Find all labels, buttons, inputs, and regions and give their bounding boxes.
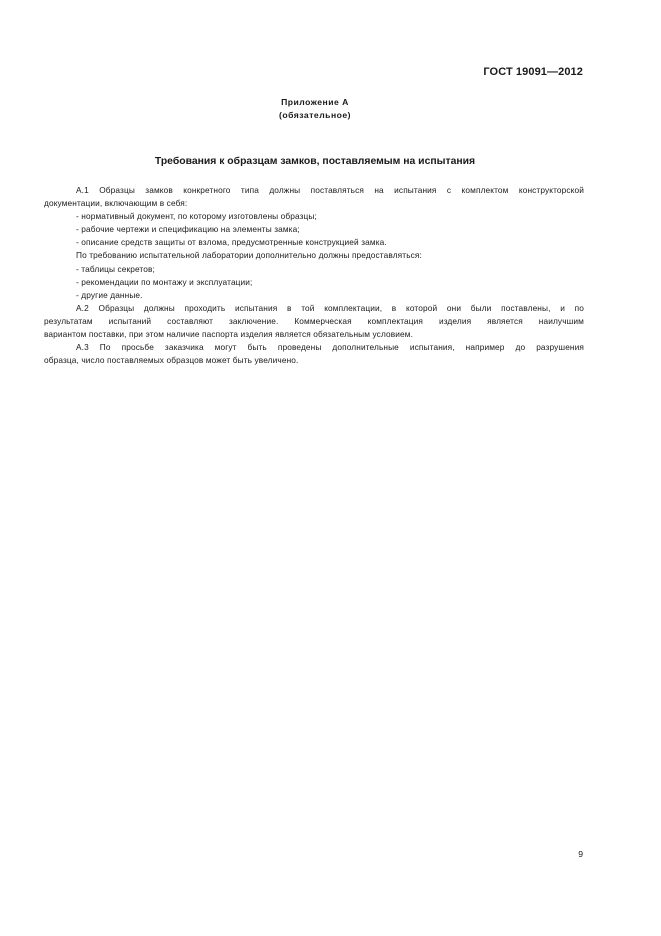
annex-status: (обязательное) [278,110,352,120]
list-item: - рабочие чертежи и спецификацию на элементы замка; [76,224,300,235]
paragraph-a1-line1: А.1 Образцы замков конкретного типа должны поставляться на испытания с комплектом конструкторской [76,185,584,195]
paragraph-a2-line2: результатам испытаний составляют заключение. Коммерческая комплектация изделия является наилучшим [44,315,584,326]
annex-block [0,96,630,122]
standard-code: ГОСТ 19091—2012 [483,66,583,78]
section-heading: Требования к образцам замков, поставляемым на испытания [154,156,476,167]
paragraph-a3-line1: А.3 По просьбе заказчика могут быть проведены дополнительные испытания, например до разрушения [76,342,584,353]
page-number: 9 [578,849,583,859]
list-item: - таблицы секретов; [76,263,155,274]
paragraph-a2-line3: вариантом поставки, при этом наличие паспорта изделия является обязательным условием. [44,329,414,340]
list-item: - другие данные. [76,289,143,300]
paragraph-a1-line2: документации, включающим в себя: [44,198,188,209]
paragraph-a3-line2: образца, число поставляемых образцов может быть увеличено. [44,355,299,366]
list-item: - описание средств защиты от взлома, предусмотренные конструкцией замка. [76,237,387,248]
body-text [44,184,584,367]
list-item: - нормативный документ, по которому изготовлены образцы; [76,211,317,222]
annex-title: Приложение А [281,97,349,107]
paragraph-lab-intro: По требованию испытательной лаборатории дополнительно должны предоставляться: [76,250,422,261]
list-item: - рекомендации по монтажу и эксплуатации; [76,276,253,287]
paragraph-a2-line1: А.2 Образцы должны проходить испытания в той комплектации, в которой они были поставлены, и по [76,302,584,313]
